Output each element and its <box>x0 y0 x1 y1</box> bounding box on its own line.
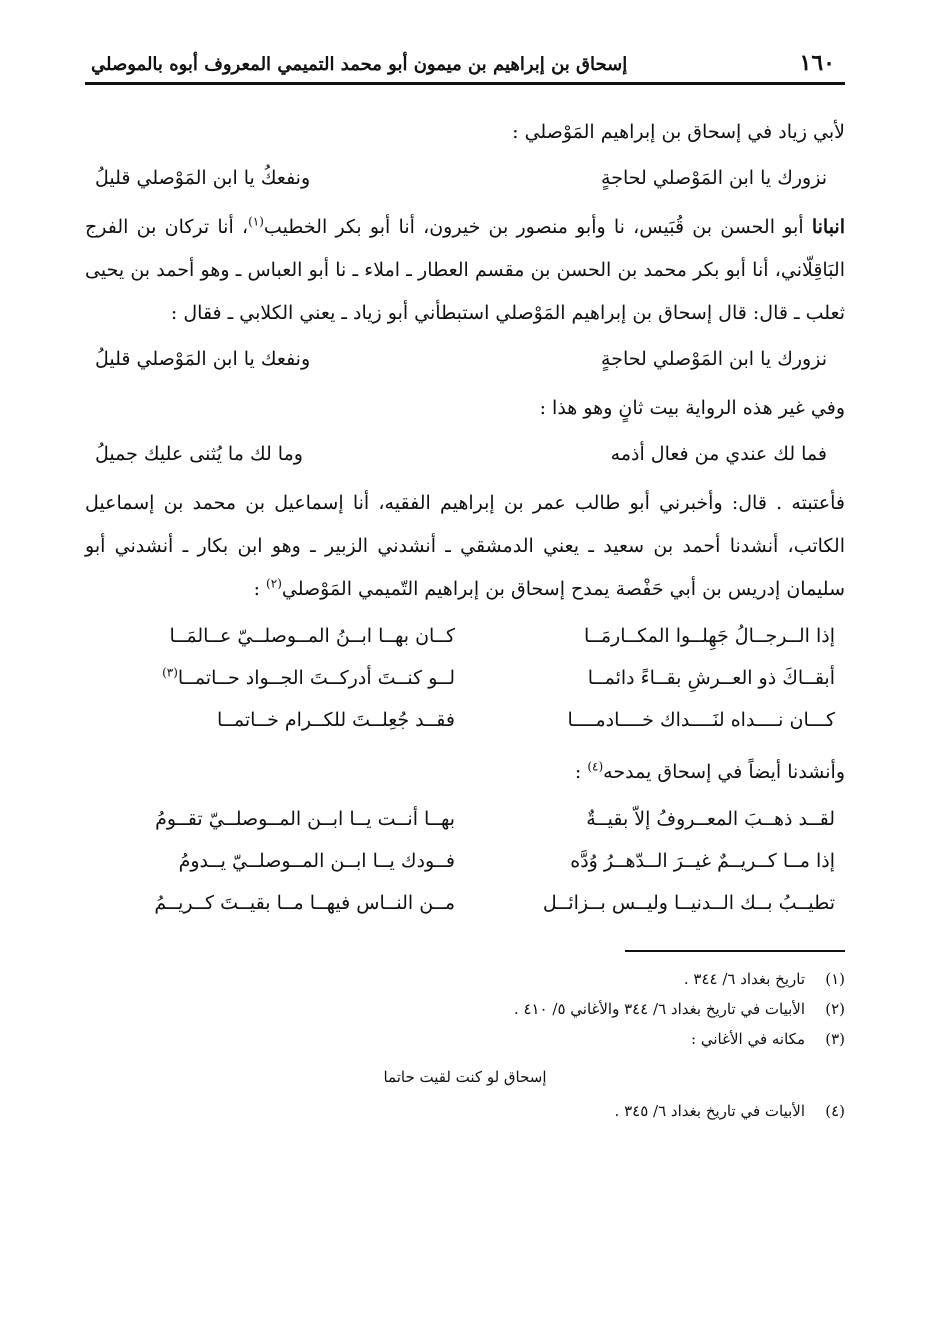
page-header <box>85 50 845 85</box>
main-text <box>85 111 845 1126</box>
footnote-number: (٤) <box>825 1102 845 1120</box>
poem-1-line-1-first: إذا الــرجــالُ جَهِلــوا المكــارمَــا <box>583 625 835 647</box>
verse-a <box>85 158 845 198</box>
footnote-text: مكانه في الأغاني : <box>691 1030 805 1048</box>
isnad-paragraph-2 <box>85 482 845 611</box>
isnad-paragraph-1 <box>85 206 845 335</box>
poem-2-line <box>85 840 845 882</box>
poem-2-line-1-first: لقــد ذهــبَ المعــروفُ إلاّ بقيــةٌ <box>586 808 835 830</box>
poem-2-line-2-second: فــودك يــا ابــن المــوصلــيّ يــدومُ <box>178 850 455 872</box>
poem-1-line-1-second: كــان بهــا ابــنُ المــوصلــيّ عــالمَــا <box>169 625 455 647</box>
footnote-item <box>85 964 845 994</box>
poem-2-line <box>85 798 845 840</box>
second-verse-note: وفي غير هذه الرواية بيت ثانٍ وهو هذا : <box>539 397 845 419</box>
poem-1-line-2-second-wrap <box>95 657 455 699</box>
poem-2 <box>85 798 845 924</box>
footnote-item <box>85 994 845 1024</box>
footnotes <box>85 964 845 1126</box>
footnote-ref-1: (١) <box>248 214 264 229</box>
poem-1-line <box>85 615 845 657</box>
verse-a-second-hemistich: ونفعكُ يا ابن المَوْصلي قليلُ <box>95 167 311 189</box>
footnote-ref-2: (٢) <box>266 576 282 591</box>
verse-c-second-hemistich: وما لك ما يُثنى عليك جميلُ <box>95 443 303 465</box>
footnote-text: تاريخ بغداد ٦/ ٣٤٤ . <box>683 970 805 988</box>
para1-rest: ، أنا تركان بن الفرج البَاقِلّاني، أنا أبو بكر محمد بن الحسن بن مقسم العطار ـ املاء ـ نا أبو العباس ـ وهو أحمد بن يحيى ثعلب ـ قال: قال إسحاق بن إبراهيم المَوْصلي استبطأني أبو زياد ـ يعني الكلابي ـ فقال : <box>85 216 845 324</box>
footnote-item <box>85 1024 845 1054</box>
footnote-text: الأبيات في تاريخ بغداد ٦/ ٣٤٥ . <box>614 1102 805 1120</box>
running-title: إسحاق بن إبراهيم بن ميمون أبو محمد التميمي المعروف أبوه بالموصلي <box>91 54 628 75</box>
footnote-separator <box>625 950 845 952</box>
intro-line: لأبي زياد في إسحاق بن إبراهيم المَوْصلي : <box>512 121 845 143</box>
footnote-ref-4: (٤) <box>587 759 604 774</box>
footnote-number: (٢) <box>825 1000 845 1018</box>
para3-text: فأعتبته . قال: وأخبرني أبو طالب عمر بن إبراهيم الفقيه، أنا إسماعيل بن محمد بن إسماعيل الكاتب، أنشدنا أحمد بن سعيد ـ يعني الدمشقي ـ أنشدني الزبير ـ وهو ابن بكار ـ أنشدني أبو سليمان إدريس بن أبي حَفْصة يمدح إسحاق بن إبراهيم التّميمي المَوْصلي <box>85 492 845 600</box>
poem-2-line-1-second: بهــا أنــت يــا ابــن المــوصلــيّ تقــومُ <box>155 808 455 830</box>
para4-text: وأنشدنا أيضاً في إسحاق يمدحه <box>603 761 845 783</box>
anbana-lead: انبانا <box>811 216 845 238</box>
footnote-number: (٣) <box>825 1030 845 1048</box>
poem-1-line-3-first: كـــان نــــداه لنَــــداك خــــادمــــا <box>567 709 835 731</box>
verse-a-first-hemistich: نزورك يا ابن المَوْصلي لحاجةٍ <box>601 167 827 189</box>
poem-1-line <box>85 699 845 741</box>
book-page <box>85 50 845 1126</box>
footnote-number: (١) <box>825 970 845 988</box>
verse-b-first-hemistich: نزورك يا ابن المَوْصلي لحاجةٍ <box>601 348 827 370</box>
poem-1 <box>85 615 845 741</box>
poem-1-line-2-first: أبقــاكَ ذو العــرشِ بقــاءً دائمــا <box>587 667 835 689</box>
poem-2-line <box>85 882 845 924</box>
para4-tail: : <box>574 761 588 783</box>
poem-1-line-3-second: فقــد جُعِلــتَ للكــرام خــاتمــا <box>216 709 455 731</box>
footnote-ref-3: (٣) <box>162 665 178 680</box>
footnote-text: الأبيات في تاريخ بغداد ٦/ ٣٤٤ والأغاني ٥/ ٤١٠ . <box>513 1000 805 1018</box>
footnote-verse: إسحاق لو كنت لقيت حاتما <box>383 1068 547 1086</box>
page-number: ١٦٠ <box>799 50 835 76</box>
verse-c <box>85 434 845 474</box>
poem-1-line <box>85 657 845 699</box>
poem-2-line-3-first: تطيــبُ بــك الــدنيــا وليــس بــزائــل <box>542 892 835 914</box>
para3-tail: : <box>253 578 267 600</box>
para1-text: أبو الحسن بن قُبَيس، نا وأبو منصور بن خيرون، أنا أبو بكر الخطيب <box>263 216 804 238</box>
verse-c-first-hemistich: فما لك عندي من فعال أذمه <box>610 443 827 465</box>
footnote-item <box>85 1096 845 1126</box>
verse-b-second-hemistich: ونفعك يا ابن المَوْصلي قليلُ <box>95 348 311 370</box>
poem-2-intro <box>85 751 845 794</box>
poem-2-line-3-second: مــن النــاس فيهــا مــا بقيــتَ كــريــمُ <box>154 892 455 914</box>
poem-1-line-2-second: لــو كنــتَ أدركــتَ الجــواد حــاتمــا <box>177 667 455 689</box>
poem-2-line-2-first: إذا مــا كــريــمٌ غيــرَ الــدّهــرُ وُدَّه <box>570 850 835 872</box>
verse-b <box>85 339 845 379</box>
